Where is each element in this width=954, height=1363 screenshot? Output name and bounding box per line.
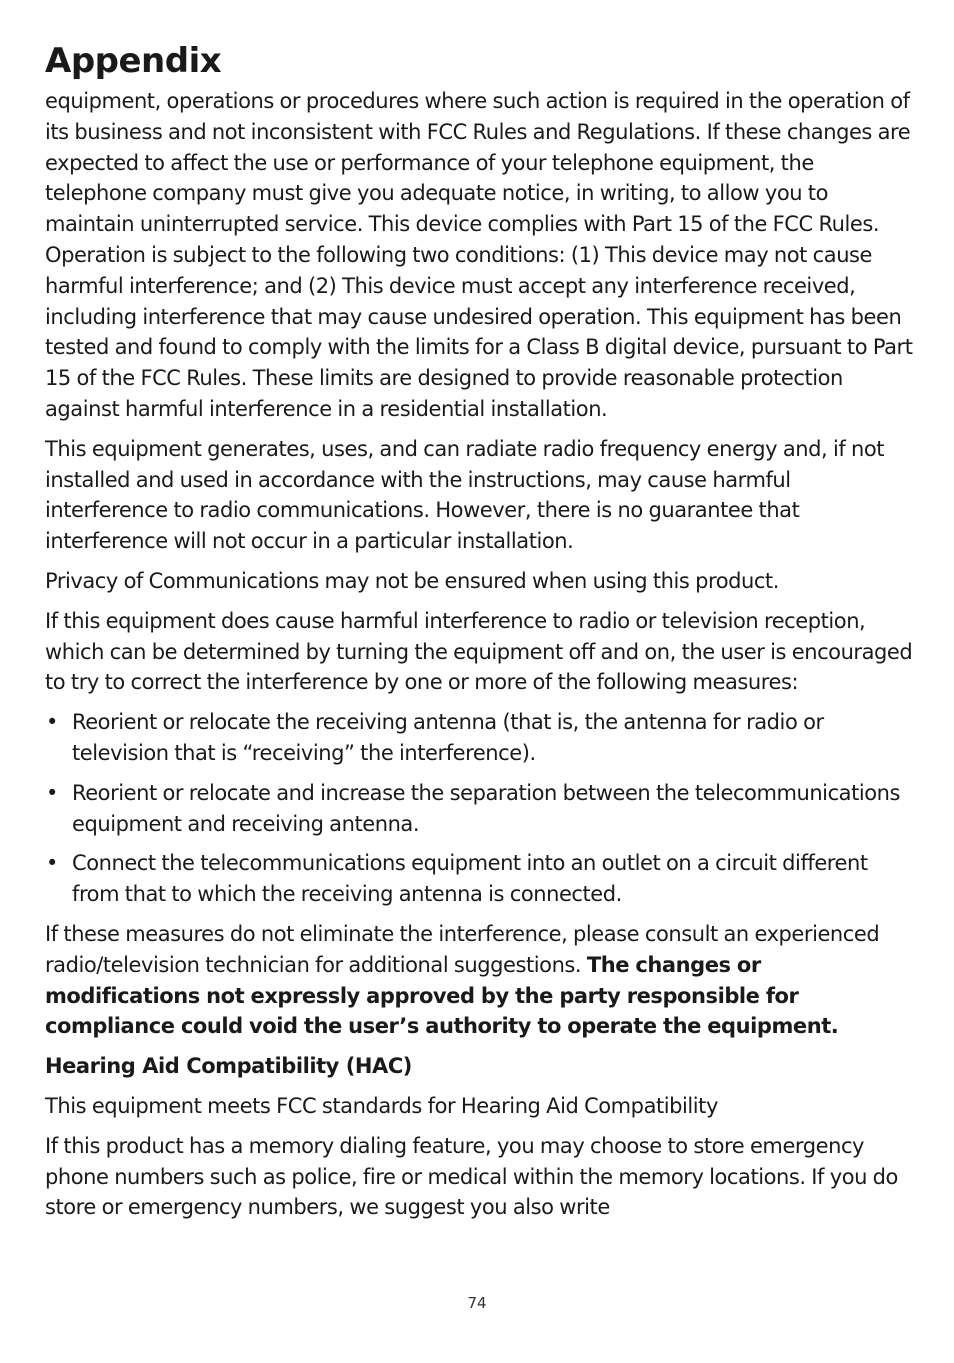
- section-heading-hac: Hearing Aid Compatibility (HAC): [45, 1054, 412, 1079]
- consult-technician-text: If these measures do not eliminate the interference, please consult an experienced radio/television technician for additional suggestions.: [45, 921, 880, 977]
- bullet-icon: •: [46, 710, 58, 735]
- paragraph-rf-energy: This equipment generates, uses, and can radiate radio frequency energy and, if not installed and used in accordance with the instructions, may cause harmful interference to radio communications. However, there is no guarantee that interference will not occur in a particular installation.: [45, 436, 885, 554]
- list-item-text: Connect the telecommunications equipment into an outlet on a circuit different from that to which the receiving antenna is connected.: [72, 851, 868, 907]
- list-item: [45, 848, 915, 910]
- paragraph-fcc-changes: equipment, operations or procedures where such action is required in the operation of its business and not inconsistent with FCC Rules and Regulations. If these changes are expected to affect the use or performance of your telephone equipment, the telephone company must give you adequate notice, in writing, to allow you to maintain uninterrupted service. This device complies with Part 15 of the FCC Rules. Operation is subject to the following two conditions: (1) This device may not cause harmful interference; and (2) This device must accept any interference received, including interference that may cause undesired operation. This equipment has been tested and found to comply with the limits for a Class B digital device, pursuant to Part 15 of the FCC Rules. These limits are designed to provide reasonable protection against harmful interference in a residential installation.: [45, 89, 913, 421]
- bullet-icon: •: [46, 851, 58, 876]
- paragraph-consult-technician: [45, 919, 915, 1042]
- bullet-icon: •: [46, 780, 58, 805]
- modifications-warning: The changes or modifications not expressly approved by the party responsible for compliance could void the user’s authority to operate the equipment.: [45, 952, 839, 1039]
- page-title: Appendix: [45, 41, 222, 81]
- paragraph-privacy: Privacy of Communications may not be ensured when using this product.: [45, 568, 779, 593]
- list-item: [45, 778, 915, 840]
- paragraph-interference-intro: If this equipment does cause harmful interference to radio or television reception, which can be determined by turning the equipment off and on, the user is encouraged to try to correct the interference by one or more of the following measures:: [45, 608, 913, 695]
- list-item-text: Reorient or relocate and increase the separation between the telecommunications equipment and receiving antenna.: [72, 780, 900, 836]
- page-number: 74: [467, 1294, 487, 1312]
- list-item: [45, 707, 915, 769]
- list-item-text: Reorient or relocate the receiving antenna (that is, the antenna for radio or television that is “receiving” the interference).: [72, 710, 824, 765]
- document-page: [45, 36, 915, 1232]
- interference-measures-list: [45, 707, 915, 910]
- paragraph-hac-standards: This equipment meets FCC standards for Hearing Aid Compatibility: [45, 1093, 718, 1118]
- paragraph-memory-dialing: If this product has a memory dialing feature, you may choose to store emergency phone numbers such as police, fire or medical within the memory locations. If you do store or emergency numbers, we suggest you also write: [45, 1133, 898, 1220]
